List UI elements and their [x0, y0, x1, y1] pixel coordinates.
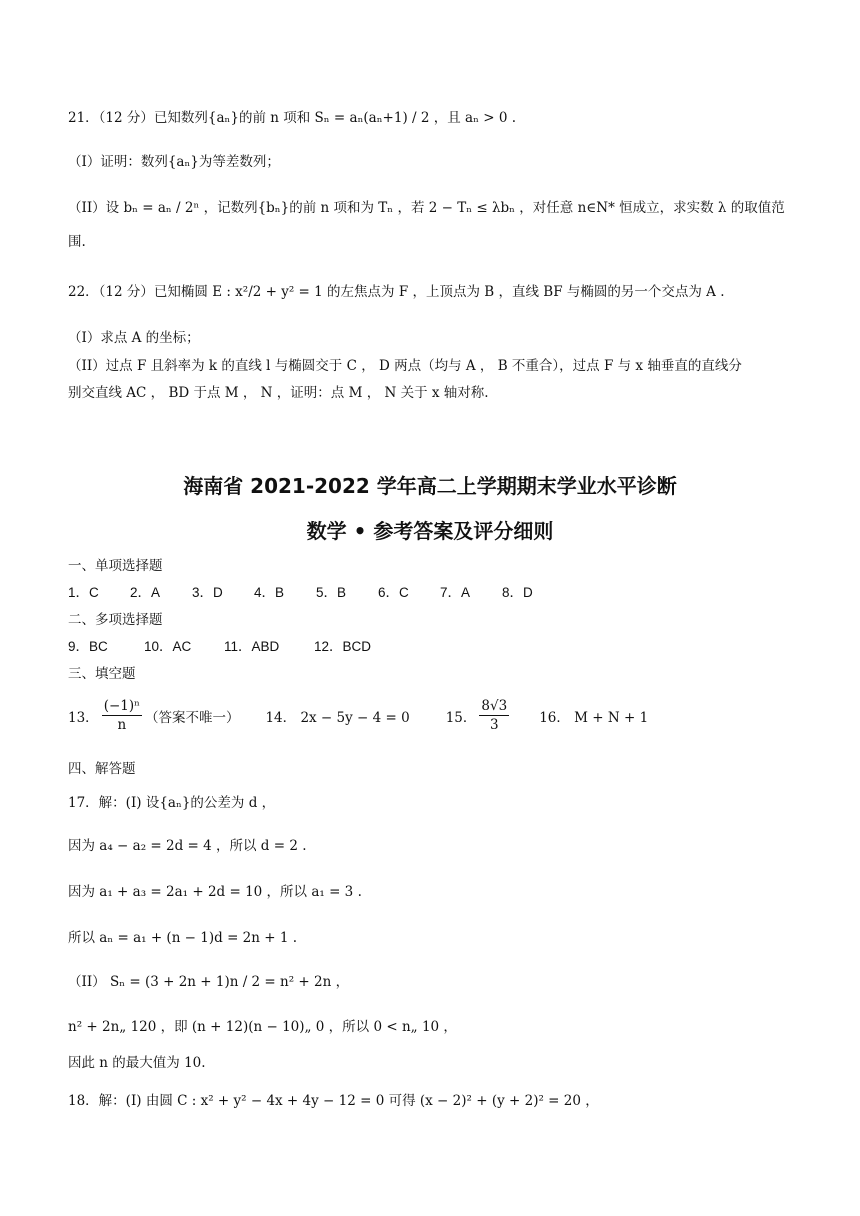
q13-fraction [102, 697, 142, 734]
answer-key-subtitle: 数学 • 参考答案及评分细则 [306, 519, 554, 543]
problem-21-part2-line2: 围. [68, 234, 86, 250]
q15-numerator: 8√3 [481, 698, 508, 714]
sol17-line-3: 因为 a₁ + a₃ = 2a₁ + 2d = 10 ，所以 a₁ = 3 . [68, 884, 362, 900]
answer-4: 4．B [254, 585, 285, 600]
answer-10: 10．AC [144, 639, 192, 654]
answer-6: 6．C [378, 585, 409, 600]
section-solutions: 四、解答题 [68, 761, 136, 777]
sol18-line-1: 18．解：(I) 由圆 C : x² + y² − 4x + 4y − 12 = 0 可得 (x − 2)² + (y + 2)² = 20 ， [68, 1093, 599, 1109]
q13-denominator: n [117, 717, 127, 733]
q16-answer: 16． M + N + 1 [539, 709, 649, 726]
answer-12: 12．BCD [314, 639, 372, 654]
sol17-line-2: 因为 a₄ − a₂ = 2d = 4 ，所以 d = 2 . [68, 838, 307, 854]
q14-answer: 14． 2x − 5y − 4 = 0 [265, 709, 410, 726]
answer-7: 7．A [440, 585, 471, 600]
q15-label: 15． [445, 709, 477, 726]
sol17-line-6: n² + 2n„ 120 ，即 (n + 12)(n − 10)„ 0 ，所以 0 < n„ 10 ， [68, 1019, 457, 1035]
q13-note: （答案不唯一） [144, 709, 240, 726]
answer-3: 3．D [192, 585, 223, 600]
answer-2: 2．A [130, 585, 161, 600]
single-choice-answers [68, 581, 564, 601]
q15-denominator: 3 [490, 717, 499, 733]
problem-22-part2-line2: 别交直线 AC ， BD 于点 M ， N ，证明：点 M ， N 关于 x 轴对称. [68, 385, 489, 401]
section-single-choice: 一、单项选择题 [68, 558, 163, 574]
problem-22-part1: （I）求点 A 的坐标； [68, 330, 200, 346]
sol17-line-4: 所以 aₙ = a₁ + (n − 1)d = 2n + 1 . [68, 930, 298, 946]
problem-22-stem: 22．（12 分）已知椭圆 E : x²/2 + y² = 1 的左焦点为 F ，上顶点为 B ，直线 BF 与椭圆的另一个交点为 A . [68, 284, 725, 300]
answer-key-title: 海南省 2021-2022 学年高二上学期期末学业水平诊断 [183, 474, 677, 498]
q15-fraction [479, 697, 509, 734]
answer-11: 11．ABD [224, 639, 280, 654]
problem-21-part2-line1: （II）设 bₙ = aₙ / 2ⁿ ，记数列{bₙ}的前 n 项和为 Tₙ ，若 2 − Tₙ ≤ λbₙ ，对任意 n∈N* 恒成立，求实数 λ 的取值范 [68, 200, 785, 216]
sol17-line-7: 因此 n 的最大值为 10. [68, 1055, 206, 1071]
problem-21-stem: 21．（12 分）已知数列{aₙ}的前 n 项和 Sₙ = aₙ(aₙ+1) / 2 ，且 aₙ > 0 . [68, 110, 516, 126]
fill-blank-answers [68, 697, 648, 734]
answer-1: 1．C [68, 585, 99, 600]
answer-5: 5．B [316, 585, 347, 600]
problem-21-part1: （I）证明：数列{aₙ}为等差数列； [68, 154, 280, 170]
q13-label: 13． [68, 709, 99, 726]
sol17-line-5: （II） Sₙ = (3 + 2n + 1)n / 2 = n² + 2n ， [68, 974, 350, 990]
answer-8: 8．D [502, 585, 533, 600]
multi-choice-answers [68, 635, 404, 655]
q13-numerator: (−1)ⁿ [103, 698, 140, 714]
section-fill-blank: 三、填空题 [68, 666, 136, 682]
problem-22-part2-line1: （II）过点 F 且斜率为 k 的直线 l 与椭圆交于 C ， D 两点（均与 A ， B 不重合），过点 F 与 x 轴垂直的直线分 [68, 358, 742, 374]
answer-9: 9．BC [68, 639, 108, 654]
sol17-line-1: 17．解：(I) 设{aₙ}的公差为 d ， [68, 795, 276, 811]
section-multi-choice: 二、多项选择题 [68, 612, 163, 628]
